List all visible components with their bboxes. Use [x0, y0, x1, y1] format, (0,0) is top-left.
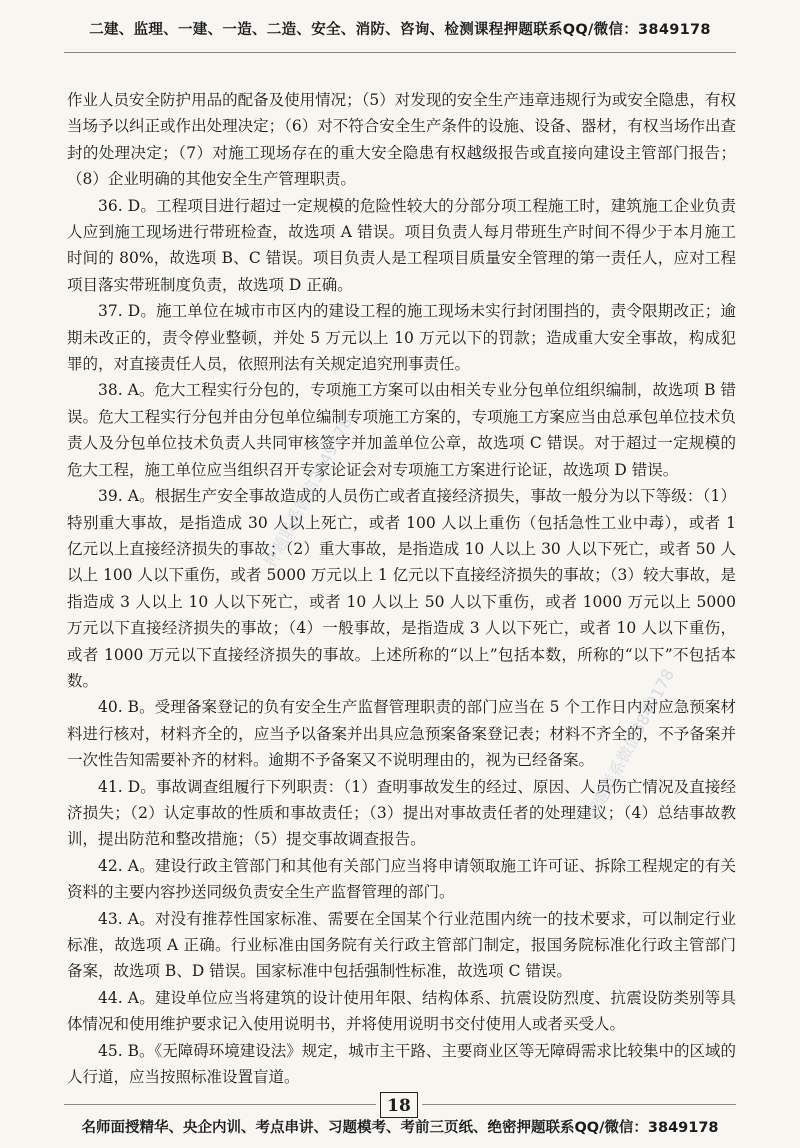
answer-40: 40. B。受理备案登记的负有安全生产监督管理职责的部门应当在 5 个工作日内对应急预案材料进行核对，材料齐全的，应当予以备案并出具应急预案备案登记表；材料不齐全的，不予备案并一次性告知需要补齐的材料。逾期不予备案又不说明理由的，视为已经备案。	[67, 698, 736, 770]
paragraph-continuation: 作业人员安全防护用品的配备及使用情况；（5）对发现的安全生产违章违规行为或安全隐患，有权当场予以纠正或作出处理决定；（6）对不符合安全生产条件的设施、设备、器材，有权当场作出查封的处理决定；（7）对施工现场存在的重大安全隐患有权越级报告或直接向建设主管部门报告；（8）企业明确的其他安全生产管理职责。	[67, 91, 736, 189]
answer-37: 37. D。施工单位在城市市区内的建设工程的施工现场未实行封闭围挡的，责令限期改正；逾期未改正的，责令停业整顿，并处 5 万元以上 10 万元以下的罚款；造成重大安全事故，构成犯罪的，对直接责任人员，依照刑法有关规定追究刑事责任。	[67, 302, 736, 374]
answer-43: 43. A。对没有推荐性国家标准、需要在全国某个行业范围内统一的技术要求，可以制定行业标准，故选项 A 正确。行业标准由国务院有关行政主管部门制定，报国务院标准化行政主管部门备案，故选项 B、D 错误。国家标准中包括强制性标准，故选项 C 错误。	[67, 909, 736, 981]
answer-42: 42. A。建设行政主管部门和其他有关部门应当将申请领取施工许可证、拆除工程规定的有关资料的主要内容抄送同级负责安全生产监督管理的部门。	[67, 856, 736, 902]
answer-38: 38. A。危大工程实行分包的，专项施工方案可以由相关专业分包单位组织编制，故选项 B 错误。危大工程实行分包并由分包单位编制专项施工方案的，专项施工方案应当由总承包单位技术负责人及分包单位技术负责人共同审核签字并加盖单位公章，故选项 C 错误。对于超过一定规模的危大工程，施工单位应当组织召开专家论证会对专项施工方案进行论证，故选项 D 错误。	[67, 381, 736, 479]
answer-41: 41. D。事故调查组履行下列职责：（1）查明事故发生的经过、原因、人员伤亡情况及直接经济损失；（2）认定事故的性质和事故责任；（3）提出对事故责任者的处理建议；（4）总结事故教训，提出防范和整改措施；（5）提交事故调查报告。	[67, 777, 736, 849]
answer-39: 39. A。根据生产安全事故造成的人员伤亡或者直接经济损失，事故一般分为以下等级：（1）特别重大事故，是指造成 30 人以上死亡，或者 100 人以上重伤（包括急性工业中毒），或者 1 亿元以上直接经济损失的事故；（2）重大事故，是指造成 10 人以上 30 人以下死亡，或者 50 人以上 100 人以下重伤，或者 5000 万元以上 1 亿元以下直接经济损失的事故；（3）较大事故，是指造成 3 人以上 10 人以下死亡，或者 10 人以上 50 人以下重伤，或者 1000 万元以上 5000 万元以下直接经济损失的事故；（4）一般事故，是指造成 3 人以下死亡，或者 10 人以下重伤，或者 1000 万元以下直接经济损失的事故。上述所称的“以上”包括本数，所称的“以下”不包括本数。	[67, 487, 736, 690]
header-banner: 二建、监理、一建、一造、二造、安全、消防、咨询、检测课程押题联系QQ/微信：3849178	[89, 22, 711, 38]
footer-banner: 名师面授精华、央企内训、考点串讲、习题模考、考前三页纸、绝密押题联系QQ/微信：3849178	[81, 1120, 719, 1136]
watermark-right: 押题联系微信3849178	[582, 665, 678, 823]
answer-45: 45. B。《无障碍环境建设法》规定，城市主干路、主要商业区等无障碍需求比较集中的区域的人行道，应当按照标准设置盲道。	[67, 1041, 736, 1087]
answer-44: 44. A。建设单位应当将建筑的设计使用年限、结构体系、抗震设防烈度、抗震设防类别等具体情况和使用维护要求记入使用说明书，并将使用说明书交付使用人或者买受人。	[67, 988, 736, 1034]
page-number: 18	[380, 1092, 418, 1118]
header-divider	[64, 52, 736, 53]
page-body	[67, 87, 736, 1090]
watermark-left: 押题联系微信3849178	[260, 413, 356, 571]
answer-36: 36. D。工程项目进行超过一定规模的危险性较大的分部分项工程施工时，建筑施工企业负责人应到施工现场进行带班检查，故选项 A 错误。项目负责人每月带班生产时间不得少于本月施工时间的 80%，故选项 B、C 错误。项目负责人是工程项目质量安全管理的第一责任人，应对工程项目落实带班制度负责，故选项 D 正确。	[67, 196, 736, 294]
